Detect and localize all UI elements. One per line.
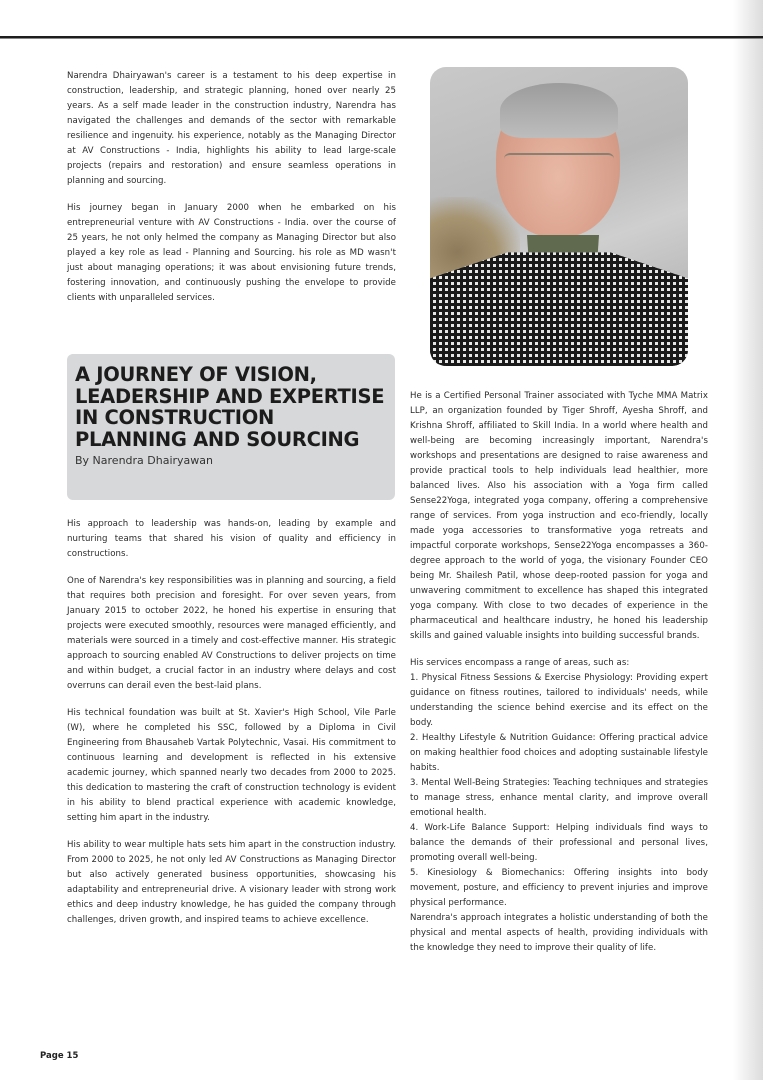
paragraph: His approach to leadership was hands-on, leading by example and nurturing teams that shared his vision of quality and efficiency in constructions. — [67, 519, 396, 559]
service-item: 5. Kinesiology & Biomechanics: Offering insights into body movement, posture, and efficiency to prevent injuries and improve physical performance. — [410, 868, 708, 908]
left-column-intro — [67, 69, 396, 318]
header-rule — [0, 36, 763, 38]
portrait-photo — [430, 67, 688, 366]
closing-paragraph: Narendra's approach integrates a holistic understanding of both the physical and mental aspects of health, providing individuals with the knowledge they need to improve their quality of life. — [410, 913, 708, 953]
article-byline: By Narendra Dhairyawan — [75, 454, 214, 467]
paragraph: He is a Certified Personal Trainer associated with Tyche MMA Matrix LLP, an organization founded by Tiger Shroff, Ayesha Shroff, and Krishna Shroff, affiliated to Skill India. In a world where health and well-being are becoming increasingly important, Narendra's workshops and presentations are designed to raise awareness and provide practical tools to help individuals lead healthier, more balanced lives. Also his association with a Yoga firm called Sense22Yoga, integrated yoga company, offering a comprehensive range of services. From yoga instruction and eco-friendly, locally made yoga accessories to transformative yoga retreats and impactful corporate workshops, Sense22Yoga encompasses a 360-degree approach to the world of yoga, the visionary Founder CEO being Mr. Shailesh Patil, whose deep-rooted passion for yoga and unwavering commitment to excellence has shaped this integrated yoga company. With close to two decades of experience in the pharmaceutical and healthcare industry, he honed his leadership skills and gained valuable insights into building successful brands. — [410, 391, 708, 641]
service-item: 3. Mental Well-Being Strategies: Teaching techniques and strategies to manage stress, enhance mental clarity, and improve overall emotional health. — [410, 778, 708, 818]
photo-glasses — [504, 153, 614, 169]
photo-hair — [500, 83, 618, 138]
services-intro: His services encompass a range of areas, such as: — [410, 658, 630, 668]
paragraph: One of Narendra's key responsibilities was in planning and sourcing, a field that requires both precision and foresight. For over seven years, from January 2015 to october 2022, he honed his expertise in ensuring that projects were executed smoothly, resources were managed efficiently, and materials were sourced in a timely and cost-effective manner. His strategic approach to sourcing enabled AV Constructions to deliver projects on time and within budget, a crucial factor in an industry where delays and cost overruns can derail even the best-laid plans. — [67, 576, 396, 691]
right-column-body — [410, 389, 708, 968]
service-item: 4. Work-Life Balance Support: Helping individuals find ways to balance the demands of their professional and personal lives, promoting overall well-being. — [410, 823, 708, 863]
service-item: 2. Healthy Lifestyle & Nutrition Guidance: Offering practical advice on making healthier food choices and adopting sustainable lifestyle habits. — [410, 733, 708, 773]
paragraph: His ability to wear multiple hats sets him apart in the construction industry. From 2000 to 2025, he not only led AV Constructions as Managing Director but also actively generated business opportunities, showcasing his adaptability and entrepreneurial drive. A visionary leader with strong work ethics and deep industry knowledge, he has guided the company through challenges, driven growth, and inspired teams to achieve excellence. — [67, 840, 396, 925]
service-item: 1. Physical Fitness Sessions & Exercise Physiology: Providing expert guidance on fitness routines, tailored to individuals' needs, while understanding the science behind exercise and its effect on the body. — [410, 673, 708, 728]
article-title: A JOURNEY OF VISION, LEADERSHIP AND EXPERTISE IN CONSTRUCTION PLANNING AND SOURCING — [75, 363, 385, 451]
paragraph: His journey began in January 2000 when he embarked on his entrepreneurial venture with AV Constructions - India. over the course of 25 years, he not only helmed the company as Managing Director but also played a key role as lead - Planning and Sourcing. his role as MD wasn't just about managing operations; it was about envisioning future trends, fostering innovation, and continuously pushing the envelope to provide clients with unparalleled services. — [67, 203, 396, 303]
page-number: Page 15 — [40, 1051, 79, 1061]
article-title-box — [67, 354, 395, 500]
paragraph: His technical foundation was built at St. Xavier's High School, Vile Parle (W), where he completed his SSC, followed by a Diploma in Civil Engineering from Bhausaheb Vartak Polytechnic, Vasai. His commitment to continuous learning and development is reflected in his extensive academic journey, which spanned nearly two decades from 2000 to 2025. this dedication to mastering the craft of construction technology is evident in his ability to blend practical experience with academic knowledge, setting him apart in the industry. — [67, 708, 396, 823]
paragraph: Narendra Dhairyawan's career is a testament to his deep expertise in construction, leadership, and strategic planning, honed over nearly 25 years. As a self made leader in the construction industry, Narendra has navigated the challenges and demands of the sector with remarkable resilience and ingenuity. his experience, notably as the Managing Director at AV Constructions - India, highlights his ability to lead large-scale projects (repairs and restoration) and ensure seamless operations in planning and sourcing. — [67, 71, 396, 186]
page-edge-shadow — [733, 0, 763, 1080]
left-column-body — [67, 517, 396, 940]
